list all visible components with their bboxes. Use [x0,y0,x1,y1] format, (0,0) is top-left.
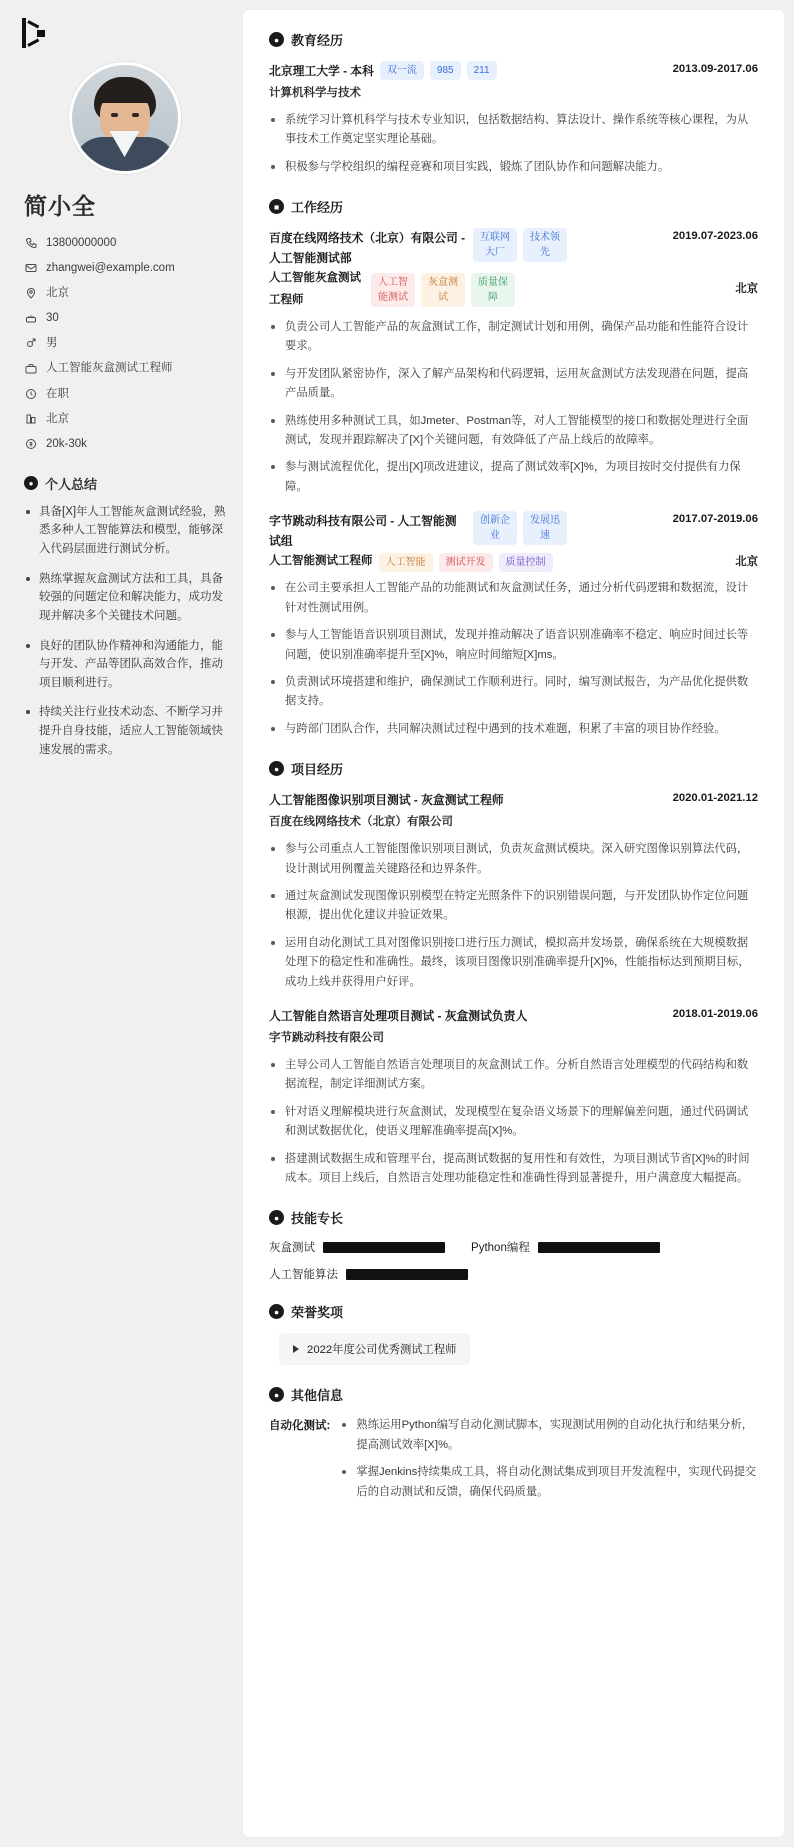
work-date: 2017.07-2019.06 [672,513,758,526]
skill-item [269,1239,445,1255]
summary-section-title [24,474,227,493]
work-role-tag: 灰盒测试 [421,273,465,307]
logo-icon [22,18,48,48]
work-company: 字节跳动科技有限公司 - 人工智能测试组 [269,514,457,549]
info-icon: ● [269,1387,284,1402]
contact-job-title-text: 人工智能灰盒测试工程师 [46,362,173,375]
education-school: 北京理工大学 - 本科 [269,64,374,78]
contact-status-text: 在职 [46,387,69,400]
skill-bar [323,1242,445,1253]
section-honors-title [269,1302,758,1321]
list-item: 运用自动化测试工具对图像识别接口进行压力测试，模拟高并发场景，确保系统在大规模数据处理下的稳定性和准确性。最终，该项目图像识别准确率提升[X]%，性能指标达到预期目标，成功上线并获得用户好评。 [271,934,758,992]
contact-email-text: zhangwei@example.com [46,262,175,275]
cake-icon [24,312,37,325]
work-role-tag: 质量保障 [471,273,515,307]
skill-label: 灰盒测试 [269,1242,316,1255]
contact-location-text: 北京 [46,287,69,300]
section-title-text: 荣誉奖项 [291,1305,344,1321]
location-icon [24,287,37,300]
skills-list [269,1239,758,1282]
list-item: 持续关注行业技术动态、不断学习并提升自身技能，适应人工智能领域快速发展的需求。 [26,703,227,759]
resume-main [243,10,784,1837]
work-role-tag: 人工智能 [379,553,433,572]
honor-text: 2022年度公司优秀测试工程师 [307,1344,457,1357]
work-entry [269,228,758,497]
phone-icon [24,237,37,250]
section-other [269,1385,758,1510]
list-item: 与开发团队紧密协作，深入了解产品架构和代码逻辑，运用灰盒测试方法发现潜在问题，提高产品质量。 [271,365,758,404]
section-title-text: 技能专长 [291,1211,344,1227]
project-company: 百度在线网络技术（北京）有限公司 [269,816,454,829]
work-role-tag: 质量控制 [499,553,553,572]
project-entry [269,1006,758,1188]
person-icon: ● [24,476,38,490]
skill-label: 人工智能算法 [269,1269,339,1282]
work-entry [269,511,758,739]
list-item: 熟练掌握灰盒测试方法和工具，具备较强的问题定位和解决能力，成功发现并解决多个关键技术问题。 [26,570,227,626]
contact-list [24,235,227,452]
contact-gender-text: 男 [46,337,58,350]
honor-item[interactable] [279,1333,470,1365]
city-icon [24,412,37,425]
section-honors [269,1302,758,1365]
work-role: 人工智能测试工程师 [269,555,373,568]
contact-job-title [24,360,227,376]
other-info-row [269,1416,758,1510]
work-company-tag: 技术领先 [523,228,567,262]
skill-bar [538,1242,660,1253]
list-item: 参与公司重点人工智能图像识别项目测试，负责灰盒测试模块。深入研究图像识别算法代码，设计测试用例覆盖关键路径和边界条件。 [271,840,758,879]
list-item: 良好的团队协作精神和沟通能力，能与开发、产品等团队高效合作，推动项目顺利进行。 [26,637,227,693]
work-role-tag: 人工智能测试 [371,273,415,307]
education-entry [269,61,758,177]
work-role: 人工智能灰盒测试工程师 [269,272,362,307]
list-item: 熟练运用Python编写自动化测试脚本，实现测试用例的自动化执行和结果分析，提高测试效率[X]%。 [342,1416,758,1455]
education-tag: 985 [430,61,461,80]
project-bullets [271,840,758,992]
project-date: 2020.01-2021.12 [672,792,758,805]
education-tag: 双一流 [380,61,424,80]
project-bullets [271,1056,758,1189]
list-item: 负责公司人工智能产品的灰盒测试工作，制定测试计划和用例，确保产品功能和性能符合设计要求。 [271,318,758,357]
skill-bar [346,1269,468,1280]
education-tag: 211 [467,61,497,80]
education-date: 2013.09-2017.06 [672,63,758,75]
contact-salary-text: 20k-30k [46,437,87,450]
status-icon [24,387,37,400]
work-company-tag: 创新企业 [473,511,517,545]
salary-icon [24,437,37,450]
work-location: 北京 [735,283,758,296]
list-item: 与跨部门团队合作，共同解决测试过程中遇到的技术难题，积累了丰富的项目协作经验。 [271,720,758,739]
education-major: 计算机科学与技术 [269,87,362,100]
list-item: 通过灰盒测试发现图像识别模型在特定光照条件下的识别错误问题，与开发团队协作定位问题根源，提出优化建议并验证效果。 [271,887,758,926]
contact-email [24,260,227,276]
contact-age [24,310,227,326]
section-title-text: 工作经历 [291,200,344,216]
other-label: 自动化测试: [269,1420,331,1433]
section-projects-title [269,759,758,778]
section-skills-title [269,1208,758,1227]
work-bullets [271,579,758,739]
star-icon: ● [269,1210,284,1225]
section-title-text: 教育经历 [291,33,344,48]
contact-city-text: 北京 [46,412,69,425]
sidebar [0,0,243,1847]
list-item: 参与测试流程优化，提出[X]项改进建议，提高了测试效率[X]%，为项目按时交付提供有力保障。 [271,458,758,497]
section-work [269,197,758,739]
work-company: 百度在线网络技术（北京）有限公司 - 人工智能测试部 [269,231,466,266]
work-company-tag: 互联网大厂 [473,228,517,262]
education-bullets [271,111,758,177]
section-title-text: 项目经历 [291,762,344,778]
work-location: 北京 [735,555,758,568]
list-item: 负责测试环境搭建和维护，确保测试工作顺利进行。同时，编写测试报告，为产品优化提供数据支持。 [271,673,758,712]
work-role-tag: 测试开发 [439,553,493,572]
work-company-tag: 发展迅速 [523,511,567,545]
list-item: 掌握Jenkins持续集成工具，将自动化测试集成到项目开发流程中，实现代码提交后的自动测试和反馈，确保代码质量。 [342,1463,758,1502]
section-projects [269,759,758,1188]
section-skills [269,1208,758,1282]
work-date: 2019.07-2023.06 [672,230,758,243]
project-icon: ● [269,761,284,776]
gender-icon [24,337,37,350]
graduation-icon: ● [269,32,284,47]
briefcase-icon [24,362,37,375]
contact-phone-text: 13800000000 [46,237,117,249]
skill-item [269,1266,468,1282]
list-item: 积极参与学校组织的编程竞赛和项目实践，锻炼了团队协作和问题解决能力。 [271,158,758,177]
contact-age-text: 30 [46,312,59,325]
award-icon: ● [269,1304,284,1319]
list-item: 针对语义理解模块进行灰盒测试，发现模型在复杂语义场景下的理解偏差问题，通过代码调试和测试数据优化，使语义理解准确率提高[X]%。 [271,1103,758,1142]
project-date: 2018.01-2019.06 [672,1008,758,1021]
contact-salary [24,436,227,452]
section-education [269,30,758,177]
skill-row [269,1266,758,1282]
section-work-title [269,197,758,216]
list-item: 系统学习计算机科学与技术专业知识，包括数据结构、算法设计、操作系统等核心课程，为从事技术工作奠定坚实理论基础。 [271,111,758,150]
section-education-title [269,30,758,49]
section-title-text: 其他信息 [291,1388,344,1404]
contact-phone [24,235,227,251]
other-bullets [342,1416,758,1510]
section-other-title [269,1385,758,1404]
contact-city [24,411,227,427]
list-item: 在公司主要承担人工智能产品的功能测试和灰盒测试任务，通过分析代码逻辑和数据流，设计针对性测试用例。 [271,579,758,618]
profile-name: 简小全 [24,193,96,219]
work-bullets [271,318,758,497]
play-triangle-icon [293,1345,299,1353]
project-name: 人工智能自然语言处理项目测试 - 灰盒测试负责人 [269,1009,528,1024]
skill-label: Python编程 [471,1242,530,1255]
skill-row [269,1239,758,1255]
summary-list [26,503,227,760]
project-entry [269,790,758,992]
list-item: 参与人工智能语音识别项目测试，发现并推动解决了语音识别准确率不稳定、响应时间过长等问题，使识别准确率提升至[X]%，响应时间缩短[X]ms。 [271,626,758,665]
project-name: 人工智能图像识别项目测试 - 灰盒测试工程师 [269,793,504,808]
list-item: 搭建测试数据生成和管理平台，提高测试数据的复用性和有效性，为项目测试节省[X]%的时间成本。项目上线后，自然语言处理功能稳定性和准确性得到显著提升，用户满意度大幅提高。 [271,1150,758,1189]
avatar [22,62,227,174]
list-item: 熟练使用多种测试工具，如Jmeter、Postman等，对人工智能模型的接口和数据处理进行全面测试，发现并跟踪解决了[X]个关键问题，有效降低了产品上线后的故障率。 [271,412,758,451]
contact-location [24,285,227,301]
project-company: 字节跳动科技有限公司 [269,1032,385,1045]
briefcase-icon: ■ [269,199,284,214]
summary-title-text: 个人总结 [45,476,98,492]
list-item: 主导公司人工智能自然语言处理项目的灰盒测试工作。分析自然语言处理模型的代码结构和数据流程，制定详细测试方案。 [271,1056,758,1095]
contact-status [24,386,227,402]
list-item: 具备[X]年人工智能灰盒测试经验，熟悉多种人工智能算法和模型，能够深入代码层面进行测试分析。 [26,503,227,559]
skill-item [471,1239,660,1255]
contact-gender [24,335,227,351]
mail-icon [24,262,37,275]
